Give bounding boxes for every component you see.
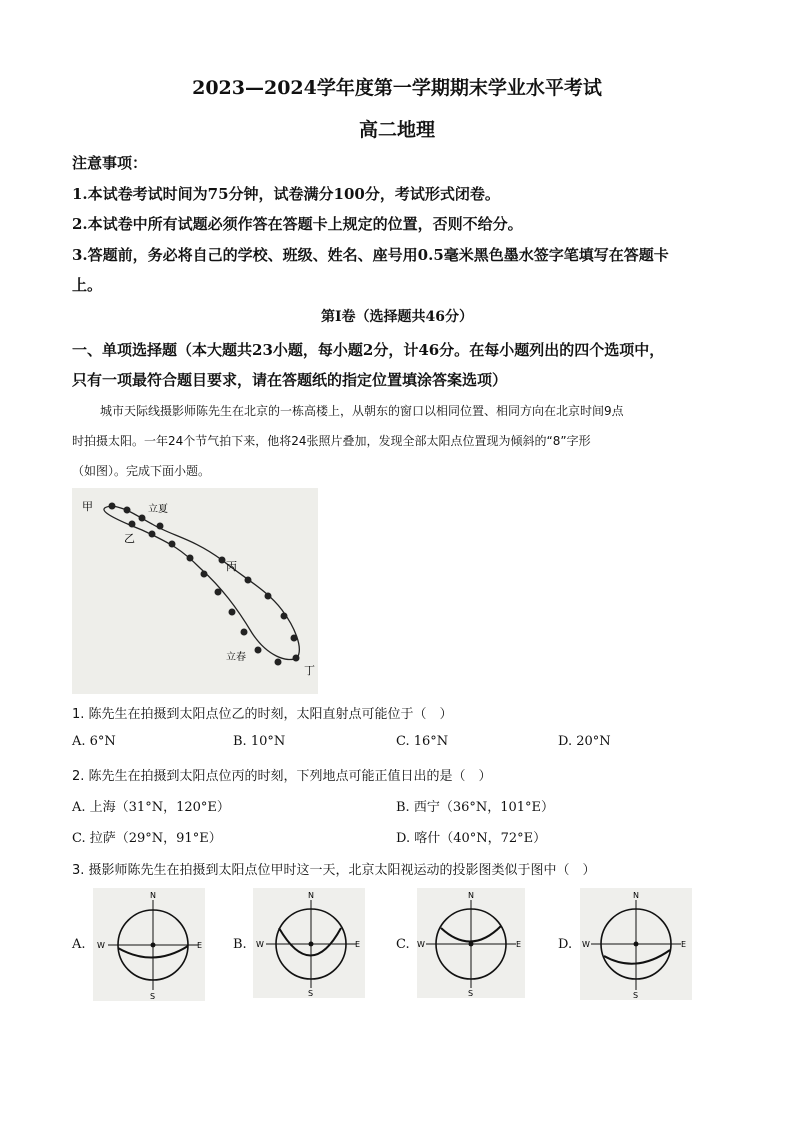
compass-n: N <box>633 891 639 900</box>
question-1-option-b[interactable]: B. 10°N <box>233 734 286 749</box>
label-jia: 甲 <box>82 500 93 513</box>
section-title: 第Ⅰ卷（选择题共46分） <box>320 309 474 325</box>
note-item-3: 3.答题前，务必将自己的学校、班级、姓名、座号用0.5毫米黑色墨水签字笔填写在答题卡 <box>72 246 669 264</box>
sun-point <box>291 635 298 642</box>
option-d-diagram <box>580 888 692 1000</box>
question-1-option-d[interactable]: D. 20°N <box>558 734 611 749</box>
option-b-diagram <box>253 888 365 998</box>
compass-s: S <box>633 991 639 1000</box>
compass-e: E <box>197 941 203 950</box>
option-c-diagram <box>417 888 525 998</box>
question-1-option-a[interactable]: A. 6°N <box>72 734 116 749</box>
compass-n: N <box>150 891 156 900</box>
label-yi: 乙 <box>124 532 135 545</box>
sun-point <box>149 531 156 538</box>
question-3-option-a[interactable]: A. <box>72 937 86 952</box>
observer-point <box>634 942 639 947</box>
sun-point <box>245 577 252 584</box>
question-3-option-c[interactable]: C. <box>396 937 410 952</box>
observer-point <box>309 942 314 947</box>
sun-point <box>187 555 194 562</box>
compass-n: N <box>308 891 314 900</box>
passage-line-3: （如图）。完成下面小题。 <box>72 464 211 478</box>
sun-point <box>229 609 236 616</box>
question-3-option-d[interactable]: D. <box>558 937 573 952</box>
sun-point <box>129 521 136 528</box>
sun-point <box>265 593 272 600</box>
notes-heading: 注意事项： <box>72 154 148 172</box>
question-2-option-a[interactable]: A. 上海（31°N，120°E） <box>72 800 230 815</box>
sun-point <box>219 557 226 564</box>
sun-point <box>157 523 164 530</box>
passage-line-2: 时拍摄太阳。一年24个节气拍下来，他将24张照片叠加，发现全部太阳点位置现为倾斜的“8”字形 <box>72 434 591 448</box>
question-1-stem: 1. 陈先生在拍摄到太阳点位乙的时刻，太阳直射点可能位于（ ） <box>72 707 453 722</box>
sun-point <box>109 503 116 510</box>
compass-s: S <box>308 989 314 998</box>
label-lixia: 立夏 <box>148 504 168 515</box>
compass-w: W <box>97 941 105 950</box>
sun-point <box>241 629 248 636</box>
label-bing: 丙 <box>226 560 237 573</box>
sun-point <box>255 647 262 654</box>
compass-e: E <box>355 940 361 949</box>
sun-point <box>169 541 176 548</box>
question-2-option-c[interactable]: C. 拉萨（29°N，91°E） <box>72 831 222 846</box>
exam-title: 2023—2024学年度第一学期期末学业水平考试 <box>192 77 602 99</box>
question-3-stem: 3. 摄影师陈先生在拍摄到太阳点位甲时这一天，北京太阳视运动的投影图类似于图中（ ） <box>72 863 596 878</box>
question-2-option-b[interactable]: B. 西宁（36°N，101°E） <box>396 800 555 815</box>
question-3-option-b[interactable]: B. <box>233 937 247 952</box>
compass-w: W <box>582 940 590 949</box>
sun-point <box>293 655 300 662</box>
section-instruction-1: 一、单项选择题（本大题共23小题，每小题2分，计46分。在每小题列出的四个选项中， <box>72 341 665 359</box>
compass-s: S <box>468 989 474 998</box>
passage-line-1: 城市天际线摄影师陈先生在北京的一栋高楼上，从朝东的窗口以相同位置、相同方向在北京时间9点 <box>100 404 624 418</box>
sun-point <box>275 659 282 666</box>
observer-point <box>469 942 474 947</box>
label-ding: 丁 <box>304 664 315 677</box>
note-item-1: 1.本试卷考试时间为75分钟，试卷满分100分，考试形式闭卷。 <box>72 185 500 203</box>
compass-e: E <box>681 940 687 949</box>
note-item-2: 2.本试卷中所有试题必须作答在答题卡上规定的位置，否则不给分。 <box>72 215 523 233</box>
observer-point <box>151 943 156 948</box>
question-2-option-d[interactable]: D. 喀什（40°N，72°E） <box>396 831 547 846</box>
sun-point <box>215 589 222 596</box>
question-2-stem: 2. 陈先生在拍摄到太阳点位丙的时刻，下列地点可能正值日出的是（ ） <box>72 769 492 784</box>
analemma-figure <box>72 488 318 694</box>
exam-subject: 高二地理 <box>358 119 435 141</box>
compass-w: W <box>417 940 425 949</box>
label-lichun: 立春 <box>226 652 246 663</box>
compass-w: W <box>256 940 264 949</box>
sun-point <box>281 613 288 620</box>
compass-n: N <box>468 891 474 900</box>
compass-e: E <box>516 940 522 949</box>
compass-s: S <box>150 992 156 1001</box>
sun-point <box>124 507 131 514</box>
option-a-diagram <box>93 888 205 1001</box>
sun-point <box>139 515 146 522</box>
note-item-3-cont: 上。 <box>72 276 103 294</box>
sun-point <box>201 571 208 578</box>
question-1-option-c[interactable]: C. 16°N <box>396 734 449 749</box>
section-instruction-2: 只有一项最符合题目要求，请在答题纸的指定位置填涂答案选项） <box>72 371 508 389</box>
